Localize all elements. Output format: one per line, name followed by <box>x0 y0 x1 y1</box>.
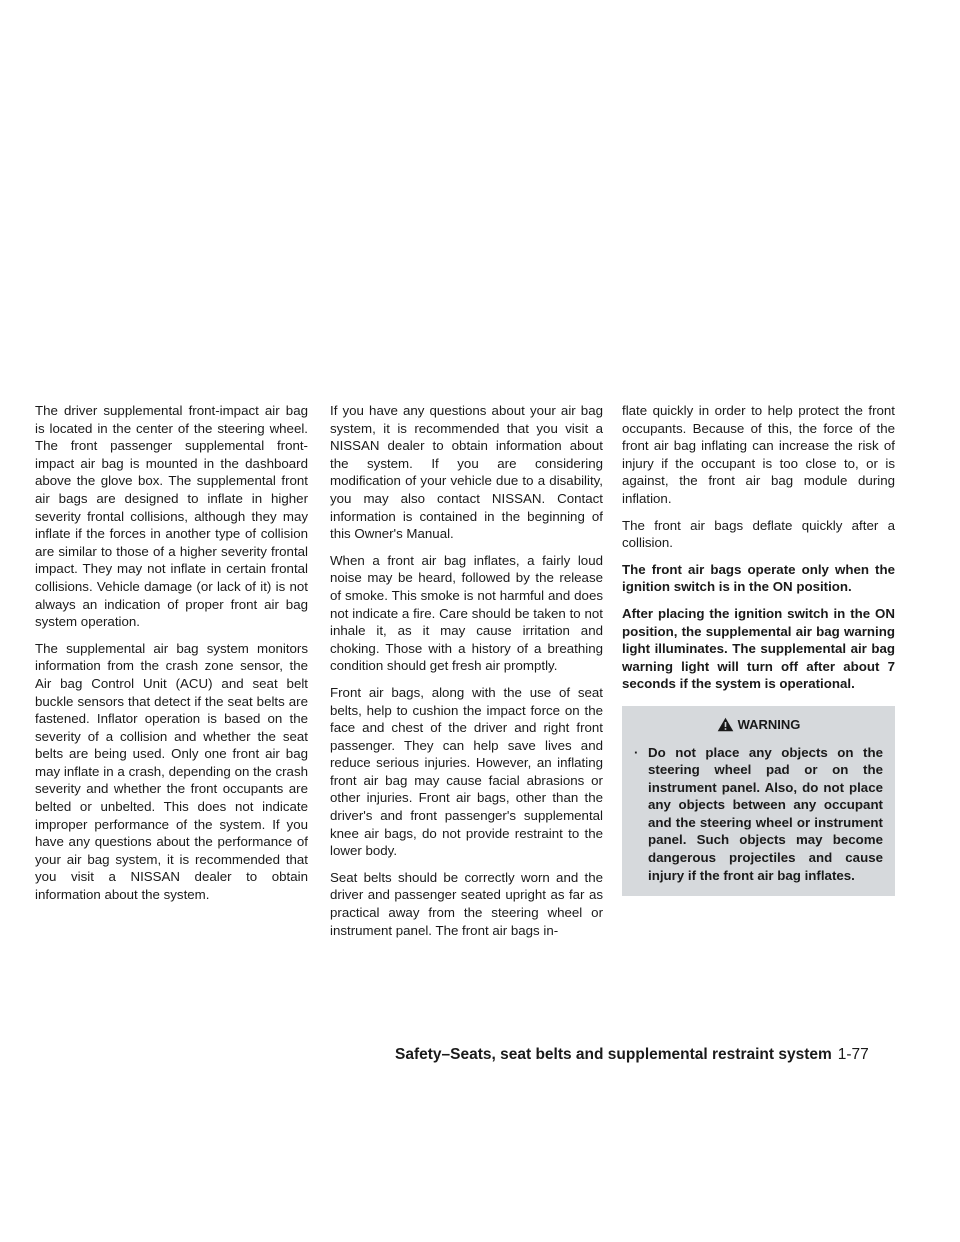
warning-header <box>634 716 883 734</box>
paragraph: The driver supplemental front-impact air bag is located in the center of the steering wheel. The front passenger supplemental front-impact air bag is mounted in the dashboard above the glove box. The supplemental front air bags are designed to inflate in higher severity frontal collisions, although they may inflate if the forces in another type of collision are similar to those of a higher severity frontal impact. They may not inflate in certain frontal collisions. Vehicle damage (or lack of it) is not always an indication of proper front air bag system operation. <box>35 403 308 630</box>
paragraph: Front air bags, along with the use of seat belts, help to cushion the impact force on the face and chest of the driver and right front passenger. They can help save lives and reduce serious injuries. However, an inflating front air bag may cause facial abrasions or other injuries. Front air bags, other than the driver's and front passenger's supplemental knee air bags, do not provide restraint to the lower body. <box>330 684 603 859</box>
paragraph: The front air bags deflate quickly after a collision. <box>622 517 895 551</box>
text-column-2 <box>330 402 603 948</box>
bullet: · <box>634 744 639 760</box>
text-column-3 <box>622 402 895 896</box>
warning-box <box>622 706 895 896</box>
bold-paragraph: After placing the ignition switch in the ON position, the supplemental air bag warning light illuminates. The supplemental air bag warning light will turn off after about 7 seconds if the system is operational. <box>622 605 895 692</box>
warning-title: WARNING <box>737 716 801 732</box>
page-number: 1-77 <box>837 1046 869 1063</box>
bold-paragraph: The front air bags operate only when the ignition switch is in the ON position. <box>622 561 895 595</box>
warning-text: Do not place any objects on the steering wheel pad or on the instrument panel. Also, do not place any objects between any occupant and the steering wheel or instrument panel. Such objects may become dangerous projectiles and cause injury if the front air bag inflates. <box>648 744 883 883</box>
paragraph: The supplemental air bag system monitors information from the crash zone sensor, the Air bag Control Unit (ACU) and seat belt buckle sensors that detect if the seat belts are fastened. Inflator operation is based on the severity of a collision and whether the seat belts are being used. Only one front air bag may inflate in a crash, depending on the crash severity and whether the front occupants are belted or unbelted. This does not indicate improper performance of the system. If you have any questions about the performance of your air bag system, it is recommended that you visit a NISSAN dealer to obtain information about the system. <box>35 640 308 903</box>
warning-triangle-icon <box>717 717 734 732</box>
section-title: Safety–Seats, seat belts and supplemental restraint system <box>395 1046 832 1063</box>
paragraph: Seat belts should be correctly worn and the driver and passenger seated upright as far as practical away from the steering wheel or instrument panel. The front air bags in- <box>330 869 603 938</box>
paragraph: If you have any questions about your air bag system, it is recommended that you visit a NISSAN dealer to obtain information about the system. If you are considering modification of your vehicle due to a disability, you may also contact NISSAN. Contact information is contained in the beginning of this Owner's Manual. <box>330 403 603 542</box>
paragraph: flate quickly in order to help protect the front occupants. Because of this, the force of the front air bag inflating can increase the risk of injury if the occupant is too close to, or is against, the front air bag module during inflation. <box>622 403 895 506</box>
warning-item <box>634 744 883 885</box>
text-column-1 <box>35 402 308 913</box>
paragraph: When a front air bag inflates, a fairly loud noise may be heard, followed by the release of smoke. This smoke is not harmful and does not indicate a fire. Care should be taken to not inhale it, as it may cause irritation and choking. Those with a history of a breathing condition should get fresh air promptly. <box>330 552 603 674</box>
page-footer <box>395 1046 869 1064</box>
